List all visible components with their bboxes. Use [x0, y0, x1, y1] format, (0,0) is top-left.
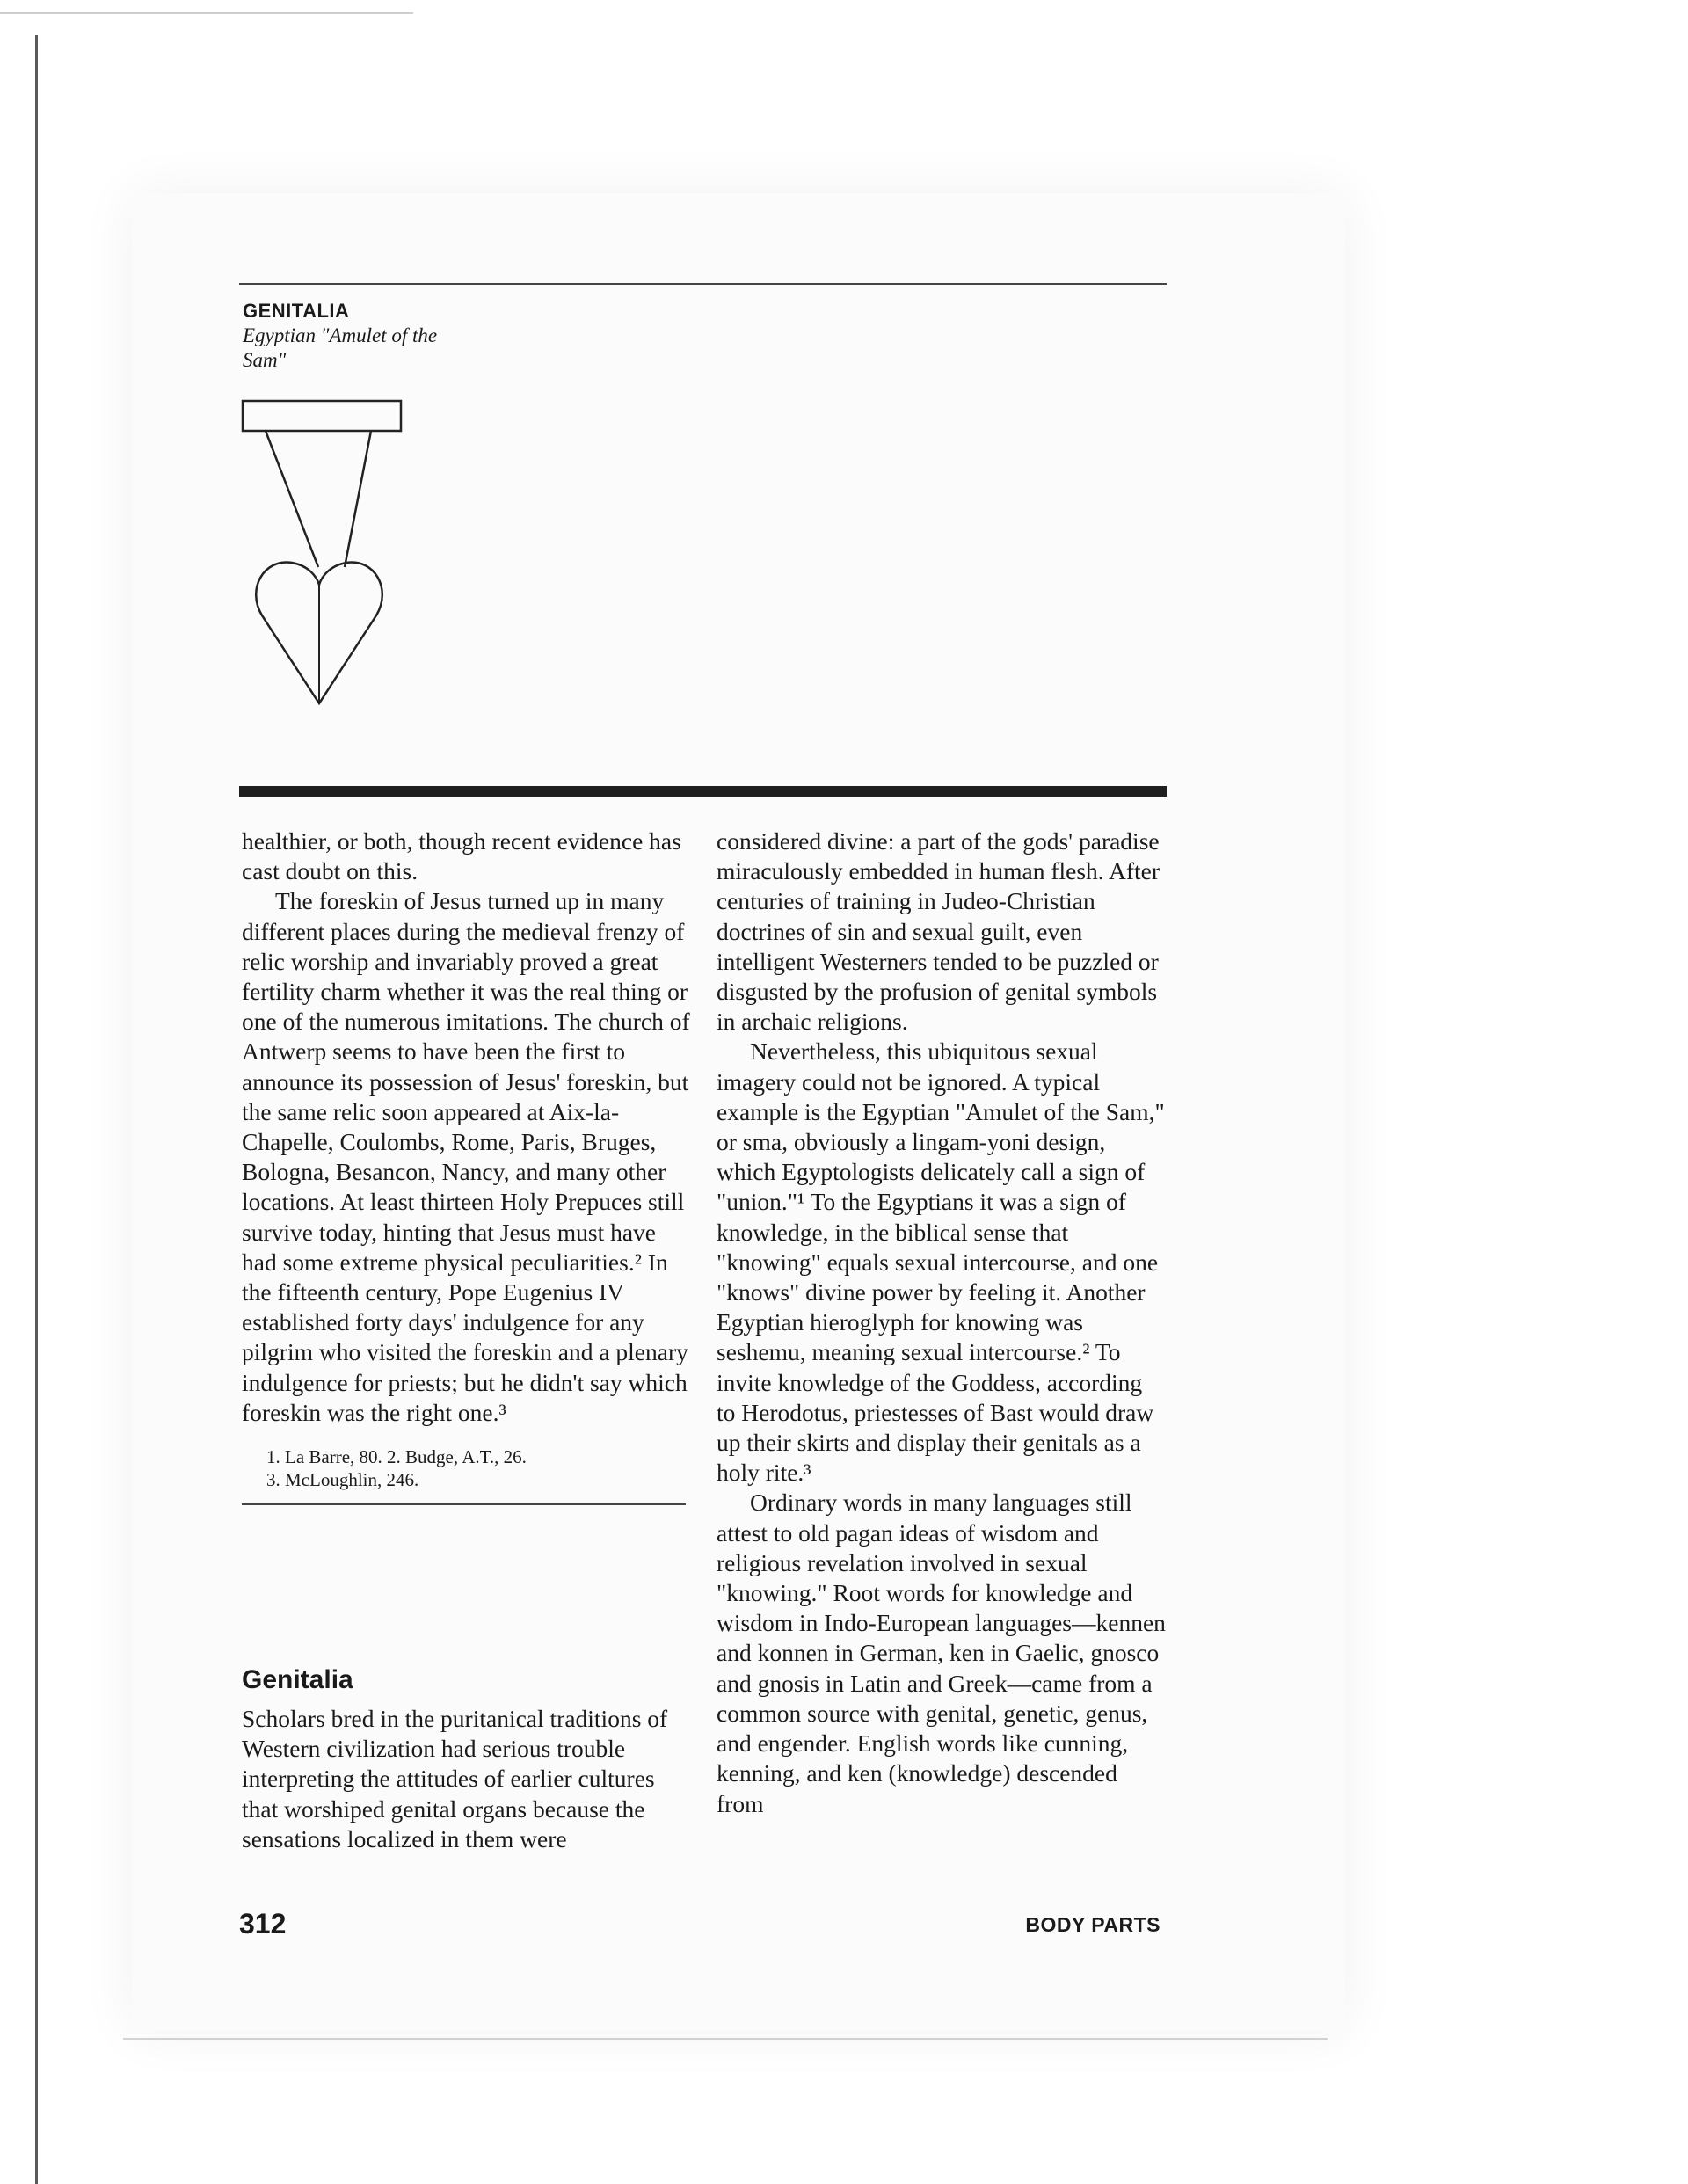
amulet-crossbar	[243, 401, 401, 431]
figure-label: GENITALIA	[243, 300, 350, 322]
scan-edge-left	[35, 35, 38, 2184]
page-number: 312	[239, 1908, 287, 1940]
right-paragraph-3: Ordinary words in many languages still attest to old pagan ideas of wisdom and religious revelation involved in sexual "knowing." Root words for knowledge and wisdom in Indo-European languages—kennen and konnen in German, ken in Gaelic, gnosco and gnosis in Latin and Greek—came from a common source with genital, genetic, genus, and engender. English words like cunning, kenning, and ken (knowledge) descended from	[717, 1489, 1166, 1817]
scan-edge-top	[0, 12, 413, 14]
left-column	[242, 826, 692, 1505]
figure-title: Egyptian "Amulet of the Sam"	[243, 324, 438, 371]
top-rule	[239, 283, 1167, 285]
endnotes-rule	[242, 1503, 686, 1505]
figure-caption	[243, 299, 454, 373]
amulet-stem	[266, 431, 371, 567]
right-column	[717, 826, 1167, 1819]
section-heading: Genitalia	[242, 1665, 353, 1694]
left-paragraph-1: healthier, or both, though recent evidence has cast doubt on this.	[242, 827, 681, 885]
right-paragraph-1: considered divine: a part of the gods' paradise miraculously embedded in human flesh. After centuries of training in Judeo-Christian doctrines of sin and sexual guilt, even intelligent Westerners tended to be puzzled or disgusted by the profusion of genital symbols in archaic religions.	[717, 827, 1160, 1036]
endnotes-line-1: 1. La Barre, 80. 2. Budge, A.T., 26.	[266, 1446, 527, 1468]
right-paragraph-2: Nevertheless, this ubiquitous sexual imagery could not be ignored. A typical example is the Egyptian "Amulet of the Sam," or sma, obviously a lingam-yoni design, which Egyptologists delicately call a sign of "union."¹ To the Egyptians it was a sign of knowledge, in the biblical sense that "knowing" equals sexual intercourse, and one "knows" divine power by feeling it. Another Egyptian hieroglyph for knowing was seshemu, meaning sexual intercourse.² To invite knowledge of the Goddess, according to Herodotus, priestesses of Bast would draw up their skirts and display their genitals as a holy rite.³	[717, 1037, 1165, 1487]
amulet-illustration	[237, 396, 413, 712]
section-rule	[239, 786, 1167, 797]
scan-edge-bottom	[123, 2038, 1328, 2040]
endnotes	[242, 1445, 692, 1491]
section-body: Scholars bred in the puritanical traditions of Western civilization had serious trouble interpreting the attitudes of earlier cultures that worshiped genital organs because the sensations localized in them were	[242, 1705, 668, 1853]
running-title: BODY PARTS	[1025, 1913, 1160, 1936]
left-paragraph-2: The foreskin of Jesus turned up in many different places during the medieval frenzy of relic worship and invariably proved a great fertility charm whether it was the real thing or one of the numerous imitations. The church of Antwerp seems to have been the first to announce its possession of Jesus' foreskin, but the same relic soon appeared at Aix-la-Chapelle, Coulombs, Rome, Paris, Bruges, Bologna, Besancon, Nancy, and many other locations. At least thirteen Holy Prepuces still survive today, hinting that Jesus must have had some extreme physical peculiarities.² In the fifteenth century, Pope Eugenius IV established forty days' indulgence for any pilgrim who visited the foreskin and a plenary indulgence for priests; but he didn't say which foreskin was the right one.³	[242, 887, 690, 1426]
endnotes-line-2: 3. McLoughlin, 246.	[266, 1469, 419, 1491]
